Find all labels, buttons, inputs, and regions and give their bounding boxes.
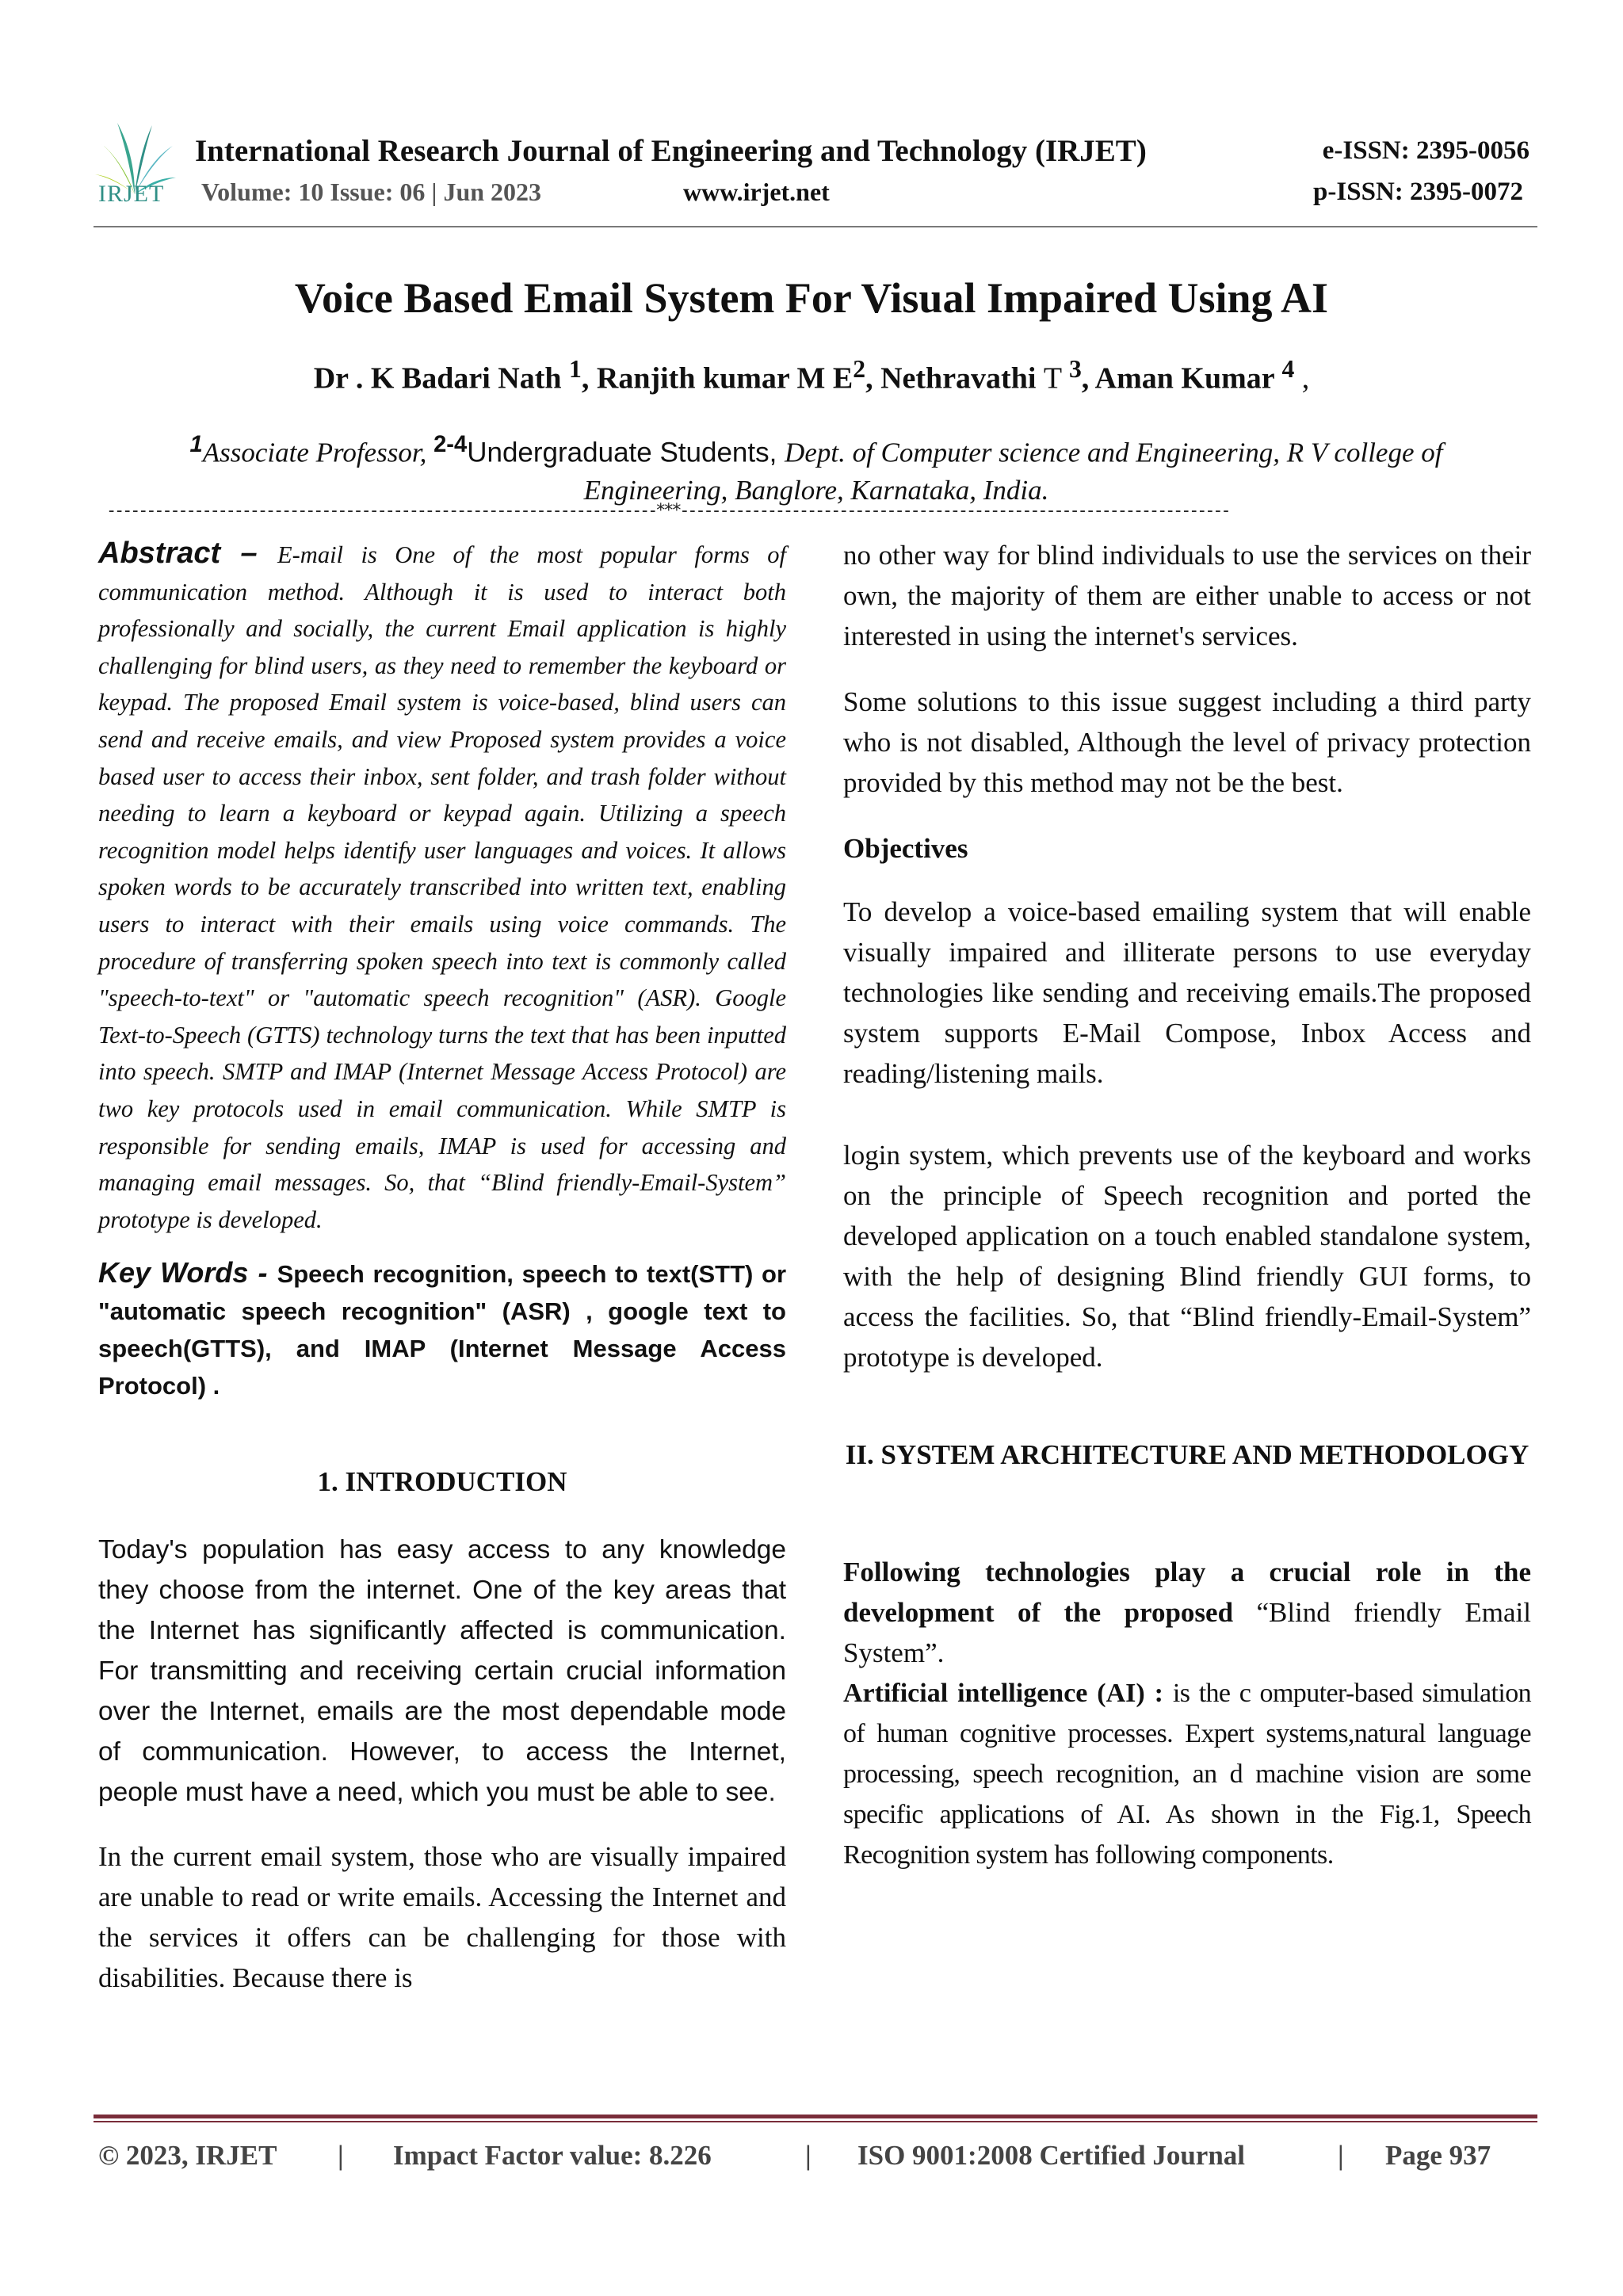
author-3-superscript: 3 <box>1068 355 1082 383</box>
journal-website: www.irjet.net <box>683 178 830 206</box>
affiliation-sup-1: 1 <box>189 432 203 457</box>
footer-impact-factor: Impact Factor value: 8.226 <box>393 2140 712 2171</box>
right-column <box>843 535 1531 1875</box>
footer-separator: | <box>1338 2140 1344 2171</box>
footer-separator: | <box>338 2140 344 2171</box>
footer-copyright: © 2023, IRJET <box>98 2140 277 2171</box>
footer-rule-thick <box>94 2115 1537 2118</box>
paper-title: Voice Based Email System For Visual Impaired Using AI <box>294 274 1329 322</box>
introduction-paragraph-1: Today's population has easy access to any knowledge they choose from the internet. One of the key areas that the Internet has significantly affected is communication. For transmitting and receiving certain crucial information over the Internet, emails are the most dependable mode of communication. However, to access the Internet, people must have a need, which you must be able to see. <box>98 1535 786 1808</box>
left-column <box>98 535 786 1998</box>
author-4-superscript: 4 <box>1281 355 1295 383</box>
author-1-superscript: 1 <box>569 355 582 383</box>
continued-paragraph: no other way for blind individuals to use the services on their own, the majority of them are either unable to access or not interested in using the internet's services. <box>843 540 1531 651</box>
abstract <box>98 535 786 1238</box>
section-2-heading: II. SYSTEM ARCHITECTURE AND METHODOLOGY <box>845 1439 1529 1470</box>
author-1: Dr . K Badari Nath <box>313 361 570 395</box>
header-divider <box>94 226 1537 227</box>
volume-issue: Volume: 10 Issue: 06 | Jun 2023 <box>201 178 542 206</box>
technologies-rest: “Blind friendly Email System”. <box>843 1597 1531 1668</box>
section-separator: ---------------------------------------------------------------------***--------------------------------------------------------------------- <box>106 501 1229 521</box>
footer-iso: ISO 9001:2008 Certified Journal <box>857 2140 1246 2171</box>
solutions-paragraph: Some solutions to this issue suggest including a third party who is not disabled, Although the level of privacy protection provided by this method may not be the best. <box>843 686 1531 798</box>
p-issn: p-ISSN: 2395-0072 <box>1313 178 1523 206</box>
ai-definition: is the c omputer-based simulation of human cognitive processes. Expert systems,natural language processing, speech recognition, an d machine vision are some specific applications of AI. As shown in the Fig.1, Speech Recognition system has following components. <box>843 1679 1531 1870</box>
objectives-heading: Objectives <box>843 833 968 864</box>
journal-name: International Research Journal of Engineering and Technology (IRJET) <box>195 134 1147 168</box>
ai-paragraph <box>843 1673 1531 1875</box>
ai-term: Artificial intelligence (AI) : <box>843 1679 1173 1708</box>
technologies-paragraph <box>843 1552 1531 1673</box>
objectives-paragraph-1: To develop a voice-based emailing system that will enable visually impaired and illiterate persons to use everyday technologies like sending and receiving emails.The proposed system supports E-Mail Compose, Inbox Access and reading/listening mails. <box>843 896 1531 1089</box>
footer-separator: | <box>805 2140 812 2171</box>
affiliation <box>127 426 1506 509</box>
affiliation-department: Dept. of Computer science and Engineering, R V college of Engineering, Banglore, Karnataka, India. <box>583 437 1443 506</box>
author-4: , Aman Kumar <box>1081 361 1282 395</box>
keywords <box>98 1254 786 1404</box>
e-issn: e-ISSN: 2395-0056 <box>1322 136 1529 165</box>
footer-rule-thin <box>94 2121 1537 2122</box>
footer-page-number: Page 937 <box>1385 2140 1491 2171</box>
introduction-paragraph-2: In the current email system, those who are visually impaired are unable to read or write emails. Accessing the Internet and the services it offers can be challenging for those with disabilities. Because there is <box>98 1841 786 1994</box>
technologies-bold: Following technologies play a crucial role in the development of the proposed <box>843 1557 1531 1628</box>
affiliation-role-1: Associate Professor, <box>202 437 434 468</box>
abstract-label: Abstract – <box>98 537 278 570</box>
author-2: , Ranjith kumar M E <box>581 361 854 395</box>
author-list-tail: , <box>1294 361 1310 395</box>
logo-text: IRJET <box>98 181 165 207</box>
affiliation-sup-2: 2-4 <box>433 432 468 457</box>
abstract-text: E-mail is One of the most popular forms of communication method. Although it is used to interact both professionally and socially, the current Email application is highly challenging for blind users, as they need to remember the keyboard or keypad. The proposed Email system is voice-based, blind users can send and receive emails, and view Proposed system provides a voice based user to access their inbox, sent folder, and trash folder without needing to learn a keyboard or keypad again. Utilizing a speech recognition model helps identify user languages and voices. It allows spoken words to be accurately transcribed into written text, enabling users to interact with their emails using voice commands. The procedure of transferring spoken speech into text is commonly called "speech-to-text" or "automatic speech recognition" (ASR). Google Text-to-Speech (GTTS) technology turns the text that has been inputted into speech. SMTP and IMAP (Internet Message Access Protocol) are two key protocols used in email communication. While SMTP is responsible for sending emails, IMAP is used for accessing and managing email messages. So, that “Blind friendly-Email-System” prototype is developed. <box>98 541 786 1233</box>
author-3-initial: T <box>1043 361 1069 395</box>
affiliation-role-2: Undergraduate Students, <box>467 437 785 468</box>
keywords-text: Speech recognition, speech to text(STT) or "automatic speech recognition" (ASR) , google text to speech(GTTS), and IMAP (Internet Message Access Protocol) . <box>98 1260 787 1400</box>
introduction-heading: 1. INTRODUCTION <box>317 1466 567 1498</box>
author-3: , Nethravathi <box>865 361 1044 395</box>
author-list <box>0 355 1623 396</box>
keywords-label: Key Words - <box>98 1256 277 1289</box>
objectives-paragraph-2: login system, which prevents use of the keyboard and works on the principle of Speech recognition and ported the developed application on a touch enabled standalone system, with the help of designing Blind friendly GUI forms, to access the facilities. So, that “Blind friendly-Email-System” prototype is developed. <box>843 1140 1531 1373</box>
author-2-superscript: 2 <box>853 355 866 383</box>
